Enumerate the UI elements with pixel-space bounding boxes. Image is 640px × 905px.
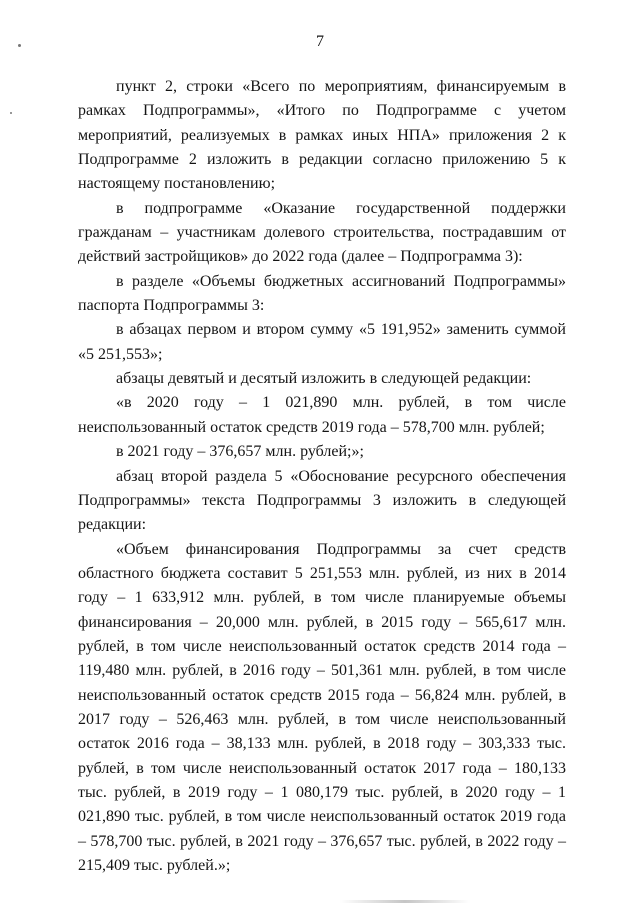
paragraph: абзацы девятый и десятый изложить в следующей редакции: bbox=[116, 370, 532, 388]
paragraph: «Объем финансирования Подпрограммы за счет средств областного бюджета составит 5 251,553 млн. рублей, из них в 2014 году – 1 633,912 млн. рублей, в том числе планируемые объемы финансирования – 20,000 млн. рублей, в 2015 году – 565,617 млн. рублей, в том числе неиспользованный остаток средств 2014 года – 119,480 млн. рублей, в 2016 году – 501,361 млн. рублей, в том числе неиспользованный остаток средств 2015 года – 56,824 млн. рублей, в 2017 году – 526,463 млн. рублей, в том числе неиспользованный остаток 2016 года – 38,133 млн. рублей, в 2018 году – 303,333 тыс. рублей, в том числе неиспользованный остаток 2017 года – 180,133 тыс. рублей, в 2019 году – 1 080,179 тыс. рублей, в 2020 году – 1 021,890 тыс. рублей, в том числе неиспользованный остаток 2019 года – 578,700 тыс. рублей, в 2021 году – 376,657 тыс. рублей, в 2022 году – 215,409 тыс. рублей.»; bbox=[78, 540, 566, 874]
paragraph: абзац второй раздела 5 «Обоснование ресурсного обеспечения Подпрограммы» текста Подпрограммы 3 изложить в следующей редакции: bbox=[78, 467, 566, 534]
paragraph: в разделе «Объемы бюджетных ассигнований Подпрограммы» паспорта Подпрограммы 3: bbox=[78, 272, 566, 315]
document-body bbox=[78, 75, 566, 878]
scan-smudge bbox=[340, 900, 470, 903]
paragraph: в подпрограмме «Оказание государственной поддержки гражданам – участникам долевого строительства, пострадавшим от действий застройщиков» до 2022 года (далее – Подпрограмма 3): bbox=[78, 199, 566, 266]
scan-speck bbox=[10, 112, 12, 114]
paragraph: «в 2020 году – 1 021,890 млн. рублей, в том числе неиспользованный остаток средств 2019 года – 578,700 млн. рублей; bbox=[78, 394, 566, 436]
paragraph: в абзацах первом и втором сумму «5 191,952» заменить суммой «5 251,553»; bbox=[78, 321, 566, 363]
page-number: 7 bbox=[316, 33, 324, 50]
paragraph: пункт 2, строки «Всего по мероприятиям, финансируемым в рамках Подпрограммы», «Итого по Подпрограмме с учетом мероприятий, реализуемых в рамках иных НПА» приложения 2 к Подпрограмме 2 изложить в редакции согласно приложению 5 к настоящему постановлению; bbox=[78, 78, 566, 193]
paragraph: в 2021 году – 376,657 млн. рублей;»; bbox=[116, 443, 364, 461]
